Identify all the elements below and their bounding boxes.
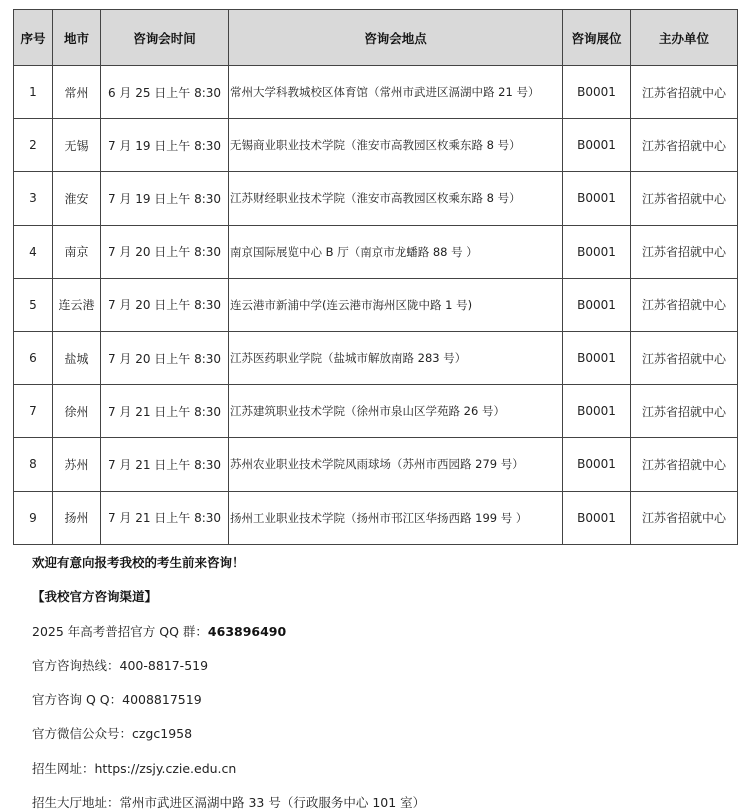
cell-organizer: 江苏省招就中心	[631, 331, 738, 384]
cell-organizer: 江苏省招就中心	[631, 172, 738, 225]
cell-no: 4	[14, 225, 53, 278]
cell-no: 9	[14, 491, 53, 544]
cell-time: 7 月 19 日上午 8:30	[101, 172, 229, 225]
table-row	[14, 119, 738, 172]
cell-city: 苏州	[53, 438, 101, 491]
welcome-text: 欢迎有意向报考我校的考生前来咨询！	[32, 555, 245, 570]
cell-booth: B0001	[563, 66, 631, 119]
cell-no: 7	[14, 385, 53, 438]
table-row	[14, 385, 738, 438]
cell-booth: B0001	[563, 278, 631, 331]
cell-booth: B0001	[563, 438, 631, 491]
table-row	[14, 278, 738, 331]
cell-booth: B0001	[563, 225, 631, 278]
qq-group-line	[32, 622, 286, 640]
cell-location: 南京国际展览中心 B 厅（南京市龙蟠路 88 号 ）	[229, 225, 563, 278]
cell-time: 7 月 21 日上午 8:30	[101, 438, 229, 491]
cell-location: 苏州农业职业技术学院风雨球场（苏州市西园路 279 号）	[229, 438, 563, 491]
cell-organizer: 江苏省招就中心	[631, 119, 738, 172]
cell-no: 6	[14, 331, 53, 384]
cell-location: 连云港市新浦中学(连云港市海州区陇中路 1 号)	[229, 278, 563, 331]
cell-city: 扬州	[53, 491, 101, 544]
wechat-text: 官方微信公众号：czgc1958	[32, 726, 193, 741]
cell-no: 2	[14, 119, 53, 172]
cell-city: 盐城	[53, 331, 101, 384]
cell-city: 淮安	[53, 172, 101, 225]
cell-no: 1	[14, 66, 53, 119]
cell-time: 6 月 25 日上午 8:30	[101, 66, 229, 119]
cell-no: 8	[14, 438, 53, 491]
header-no: 序号	[14, 10, 53, 66]
cell-location: 无锡商业职业技术学院（淮安市高教园区枚乘东路 8 号）	[229, 119, 563, 172]
qq-group-number: 463896490	[207, 624, 287, 639]
cell-city: 常州	[53, 66, 101, 119]
cell-organizer: 江苏省招就中心	[631, 278, 738, 331]
table-row	[14, 331, 738, 384]
cell-time: 7 月 21 日上午 8:30	[101, 385, 229, 438]
hotline-text: 官方咨询热线：400-8817-519	[32, 658, 209, 673]
cell-organizer: 江苏省招就中心	[631, 438, 738, 491]
cell-organizer: 江苏省招就中心	[631, 66, 738, 119]
cell-city: 南京	[53, 225, 101, 278]
cell-organizer: 江苏省招就中心	[631, 225, 738, 278]
table-row	[14, 172, 738, 225]
table-row	[14, 66, 738, 119]
cell-location: 江苏医药职业学院（盐城市解放南路 283 号）	[229, 331, 563, 384]
cell-time: 7 月 20 日上午 8:30	[101, 278, 229, 331]
hall-address-text: 招生大厅地址：常州市武进区滆湖中路 33 号（行政服务中心 101 室）	[32, 795, 426, 810]
cell-organizer: 江苏省招就中心	[631, 385, 738, 438]
cell-city: 连云港	[53, 278, 101, 331]
cell-location: 常州大学科教城校区体育馆（常州市武进区滆湖中路 21 号）	[229, 66, 563, 119]
website-text: 招生网址：https://zsjy.czie.edu.cn	[32, 761, 237, 776]
consultation-schedule-table	[13, 9, 738, 545]
cell-location: 扬州工业职业技术学院（扬州市邗江区华扬西路 199 号 ）	[229, 491, 563, 544]
cell-booth: B0001	[563, 331, 631, 384]
header-organizer: 主办单位	[631, 10, 738, 66]
cell-city: 徐州	[53, 385, 101, 438]
cell-time: 7 月 19 日上午 8:30	[101, 119, 229, 172]
cell-time: 7 月 21 日上午 8:30	[101, 491, 229, 544]
cell-time: 7 月 20 日上午 8:30	[101, 331, 229, 384]
cell-booth: B0001	[563, 491, 631, 544]
cell-no: 3	[14, 172, 53, 225]
cell-booth: B0001	[563, 172, 631, 225]
cell-organizer: 江苏省招就中心	[631, 491, 738, 544]
cell-city: 无锡	[53, 119, 101, 172]
table-header-row	[14, 10, 738, 66]
cell-booth: B0001	[563, 119, 631, 172]
table-row	[14, 491, 738, 544]
header-location: 咨询会地点	[229, 10, 563, 66]
cell-booth: B0001	[563, 385, 631, 438]
qq-text: 官方咨询 Q Q：4008817519	[32, 692, 202, 707]
header-booth: 咨询展位	[563, 10, 631, 66]
table-row	[14, 438, 738, 491]
header-time: 咨询会时间	[101, 10, 229, 66]
channels-title: 【我校官方咨询渠道】	[32, 589, 158, 604]
qq-group-label: 2025 年高考普招官方 QQ 群：	[32, 624, 208, 639]
header-city: 地市	[53, 10, 101, 66]
cell-no: 5	[14, 278, 53, 331]
cell-location: 江苏建筑职业技术学院（徐州市泉山区学苑路 26 号）	[229, 385, 563, 438]
cell-location: 江苏财经职业技术学院（淮安市高教园区枚乘东路 8 号）	[229, 172, 563, 225]
cell-time: 7 月 20 日上午 8:30	[101, 225, 229, 278]
table-row	[14, 225, 738, 278]
